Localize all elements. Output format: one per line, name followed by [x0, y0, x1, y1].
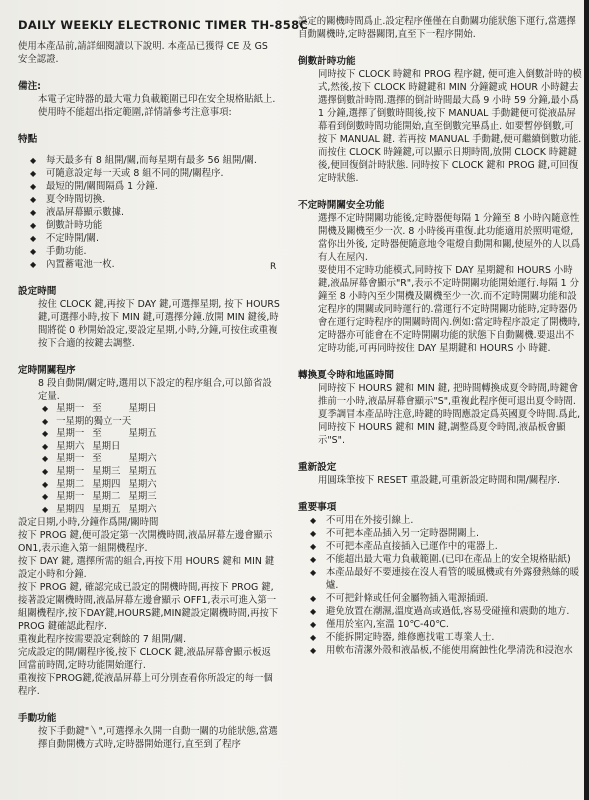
list-item: ◆ 僅用於室內,室溫 10℃-40℃.: [326, 618, 582, 631]
program-step: 重複按下PROG鍵,從液晶屏幕上可分別查看你所設定的每一個程序.: [18, 673, 273, 698]
table-row: [42, 491, 165, 504]
program-step: 重複此程序按需要設定剩餘的 7 組開/關.: [18, 634, 187, 646]
table-row: [42, 504, 165, 517]
schedule-cell: ◆ 星期一: [42, 491, 92, 504]
reset-text: 用圓珠筆按下 RESET 重設鍵,可重新設定時間和開/關程序.: [318, 475, 560, 486]
schedule-cell: 星期五: [92, 503, 121, 515]
table-row: [42, 466, 165, 479]
list-item: ◆ 內置蓄電池一枚.: [46, 258, 280, 271]
schedule-cell: ◆ 星期一: [42, 453, 92, 466]
schedule-cell: ◆ 星期二: [42, 479, 92, 492]
schedule-cell: ◆ 一星期的獨立一天: [42, 416, 165, 429]
schedule-cell: 星期五: [128, 428, 157, 440]
set-time-heading: 設定時間: [18, 286, 57, 297]
schedule-cell: ◆ 星期六: [42, 441, 92, 454]
manual-heading: 手動功能: [18, 713, 57, 725]
set-time-text: 按住 CLOCK 鍵,再按下 DAY 鍵,可選擇星期, 按下 HOURS 鍵,可選擇小時,按下 MIN 鍵,可選擇分鐘.放開 MIN 鍵後,時間將從 0 秒開始設定,要設定星期,小時,分鐘,可按住或重複按下合適的按鍵去調整.: [38, 299, 280, 349]
table-row: [42, 416, 165, 429]
schedule-cell: 至: [92, 403, 102, 414]
notice-text: 本電子定時器的最大電力負載範圍已印在安全規格貼紙上. 使用時不能超出指定範圍,詳情請參考注意事項:: [38, 94, 276, 118]
schedule-cell: 星期六: [128, 503, 157, 515]
schedule-cell: 至: [92, 428, 102, 440]
left-column: [18, 40, 280, 751]
schedule-cell: 星期日: [128, 403, 157, 414]
table-row: [42, 403, 165, 416]
list-item: ◆ 避免放置在潮濕,溫度過高或過低,容易受碰撞和震動的地方.: [326, 605, 582, 618]
list-item: ◆ 不定時開/關.: [46, 232, 280, 245]
list-item: ◆ 不可用在外接引線上.: [326, 514, 582, 527]
features-heading: 特點: [18, 134, 38, 145]
schedule-cell: 星期三: [128, 491, 157, 503]
random-heading: 不定時開關安全功能: [298, 200, 385, 211]
list-item: ◆ 可隨意設定每一天或 8 組不同的開/關程序.: [46, 167, 280, 180]
schedule-cell: ◆ 星期一: [42, 428, 92, 441]
features-list: [18, 154, 280, 271]
manual-text: 按下手動鍵"〵",可選擇永久開一自動一關的功能狀態,當選擇自動開機方式時,定時器開始運行,直至到了程序: [38, 726, 278, 751]
schedule-cell: ◆ 星期一: [42, 466, 92, 479]
program-step: 按下 PROG 鍵, 確認完成已設定的開機時間,再按下 PROG 鍵,接著設定關機時間,液晶屏幕左邊會顯示 OFF1,表示可進入第一組關機程序,按下DAY鍵,HOURS鍵,MIN鍵設定關機時間,再按下 PROG 鍵確認此程序.: [18, 582, 279, 633]
list-item: ◆ 液晶屏幕顯示數據.: [46, 206, 280, 219]
countdown-heading: 倒數計時功能: [298, 56, 356, 67]
list-item: ◆ 不可把本產品插入另一定時器開關上.: [326, 527, 582, 540]
program-step: 完成設定的開/關程序後,按下 CLOCK 鍵,液晶屏幕會顯示板返回當前時間,定時功能開始運行.: [18, 647, 271, 672]
table-row: [42, 428, 165, 441]
countdown-text: 同時按下 CLOCK 時鍵和 PROG 程序鍵, 便可進入倒數計時的模式,然後,按下 CLOCK 時鍵鍵和 MIN 分鐘鍵或 HOUR 小時鍵去選擇倒數計時間.選擇的倒計時間最大爲 9 小時 59 分鐘,最小爲 1 分鐘,選擇了倒數時間後,按下 MANUAL 手動鍵便可從液晶屏幕看到倒數時間功能開始,直至倒數完畢爲止. 如要暫停倒數,可按下 MANUAL 鍵. 若再按 MANUAL 手動鍵,便可繼續倒數功能. 而按住 CLOCK 時鐘鍵,可以顯示日期時間,放開 CLOCK 時鍵鍵後,便回復倒計時狀態. 同時按下 CLOCK 鍵和 PROG 鍵,可回復定時狀態.: [318, 69, 582, 184]
list-item: ◆ 夏令時間切換.: [46, 193, 280, 206]
cautions-heading: 重要事項: [298, 502, 337, 513]
intro-text: 使用本產品前,請詳細閱讀以下說明. 本產品已獲得 CE 及 GS 安全認證.: [18, 41, 268, 65]
program-intro: 8 段自動開/關定時,選用以下設定的程序組合,可以節省設定量.: [38, 378, 272, 402]
schedule-cell: 至: [92, 453, 102, 465]
random-text-2: 要使用不定時功能模式,同時按下 DAY 星期鍵和 HOURS 小時鍵,液晶屏幕會顯示"R",表示不定時開關功能開始運行.每隔 1 分鐘至 8 小時內至少開機及關機至少一次.而不定時開關功能和設定程序的開關或同時運行的.當運行不定時開關功能時,定時器仍會在運行定時程序的開關時間內.例如:當定時程序設定了開機時,定時器亦可能會在不定時開關功能的狀態下自動關機.要退出不定時功能,可再同時按住 DAY 星期鍵和 HOURS 小 時鍵.: [318, 265, 581, 354]
table-row: [42, 479, 165, 492]
program-heading: 定時開關程序: [18, 365, 76, 376]
manual-continued: 設定的關機時間爲止.設定程序僅僅在自動關功能狀態下運行,當選擇自動關機時,定時器關閉,直至下一程序開始.: [298, 16, 576, 40]
schedule-cell: 星期日: [92, 440, 121, 452]
list-item: ◆ 倒數計時功能: [46, 219, 280, 232]
table-row: [42, 453, 165, 466]
table-row: [42, 441, 165, 454]
right-column: [298, 15, 582, 657]
dst-text: 同時按下 HOURS 鍵和 MIN 鍵, 把時間轉換成夏令時間,時鍵會推前一小時,液晶屏幕會顯示"S",重複此程序便可退出夏令時間.夏季調冒本產品時注意,時鍵的時間應設定爲英國夏令時間.爲此,同時按下 HOURS 鍵和 MIN 鍵,調整爲夏令時間,液晶板會顯示"S".: [318, 383, 581, 446]
list-item: ◆ 不可把本產品直接插入已運作中的電器上.: [326, 540, 582, 553]
document-title: DAILY WEEKLY ELECTRONIC TIMER TH-858C: [18, 18, 309, 32]
list-item: ◆ 不可把針條或任何金屬物插入電源插頭.: [326, 592, 582, 605]
dst-heading: 轉換夏令時和地區時間: [298, 370, 394, 381]
schedule-cell: 星期三: [92, 465, 121, 477]
notice-heading: 備注:: [18, 81, 42, 92]
schedule-cell: ◆ 星期一: [42, 403, 92, 416]
list-item: ◆ 用軟布清潔外殼和液晶板,不能使用腐蝕性化學清洗和浸泡水: [326, 644, 582, 657]
list-item: ◆ 本產品最好不要連接在沒人看管的暖風機或有外露發熱絲的暖爐.: [326, 566, 582, 592]
schedule-cell: 星期六: [128, 478, 157, 490]
random-text-1: 選擇不定時開關功能後,定時器便每隔 1 分鐘至 8 小時內隨意性開機及關機至少一次. 8 小時後再重復.此功能適用於照明電燈,當你出外後, 定時器便隨意地令電燈自動開和關,使屋外的人以爲有人在屋內.: [318, 213, 581, 263]
list-item: ◆ 每天最多有 8 組開/關,而每星期有最多 56 組開/關.: [46, 154, 280, 167]
stray-mark: R: [270, 262, 277, 272]
list-item: ◆ 最短的開/關間隔爲 1 分鐘.: [46, 180, 280, 193]
cautions-list: [298, 514, 582, 657]
program-step: 按下 PROG 鍵,便可設定第一次開機時間,液晶屏幕左邊會顯示 ON1,表示進入第一組開機程序.: [18, 530, 273, 555]
schedule-table: [42, 403, 165, 516]
list-item: ◆ 手動功能.: [46, 245, 280, 258]
schedule-cell: 星期四: [92, 478, 121, 490]
schedule-cell: 星期六: [128, 453, 157, 465]
list-item: ◆ 不能超出最大電力負載範圍.(已印在產品上的安全規格貼紙): [326, 553, 582, 566]
scan-edge: [584, 0, 589, 800]
program-step: 按下 DAY 鍵, 選擇所需的組合,再按下用 HOURS 鍵和 MIN 鍵設定小時和分鐘.: [18, 556, 275, 581]
schedule-cell: 星期五: [128, 465, 157, 477]
list-item: ◆ 不能拆開定時器, 維修應找電工專業人士.: [326, 631, 582, 644]
schedule-cell: ◆ 星期四: [42, 504, 92, 517]
schedule-cell: 星期二: [92, 491, 121, 503]
reset-heading: 重新設定: [298, 462, 337, 473]
program-step: 設定日期,小時,分鐘作爲開/關時間: [18, 517, 159, 529]
